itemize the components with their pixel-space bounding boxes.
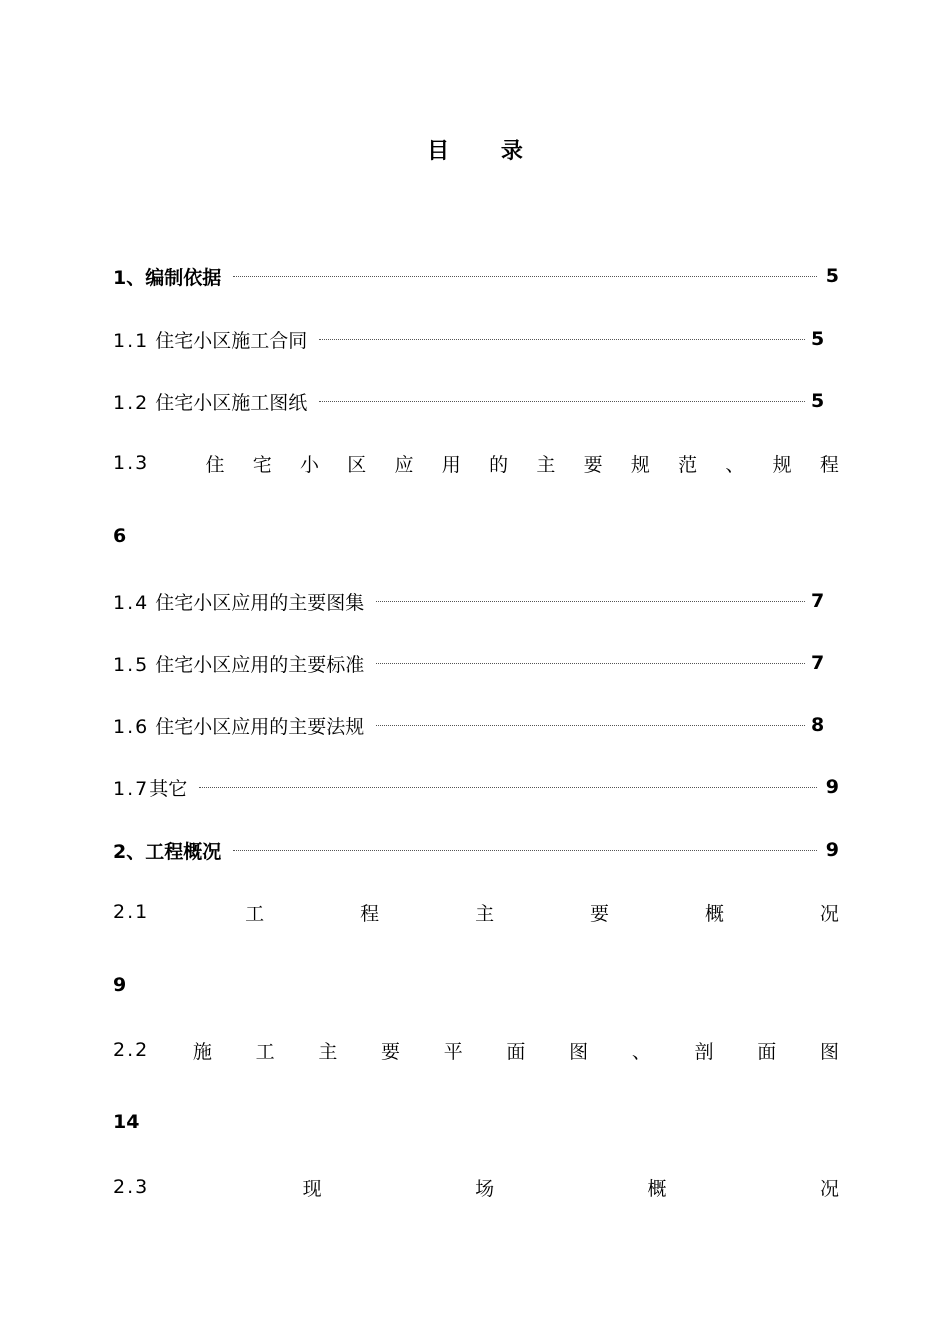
toc-entry-number: 2.1 [113,901,150,923]
toc-entry-char: 要 [583,453,603,476]
toc-page-number: 7 [811,590,825,612]
toc-entry-char: 范 [678,453,698,476]
toc-entry-char: 图 [819,1040,839,1063]
toc-entry-label: 1、编制依据 [113,266,222,289]
toc-page-number: 14 [113,1111,140,1133]
toc-entry-char: 应 [394,453,414,476]
toc-entry-1-5[interactable] [113,648,839,678]
toc-page-number: 5 [825,265,839,287]
toc-entry-label: 1.5 住宅小区应用的主要标准 [113,653,365,676]
toc-entry-1-1[interactable] [113,324,839,354]
toc-entry-char: 概 [647,1177,667,1200]
toc-entry-number: 2.2 [113,1039,150,1061]
toc-entry-char: 面 [757,1040,777,1063]
toc-entry-char: 面 [506,1040,526,1063]
toc-entry-char: 主 [475,902,495,925]
toc-entry-1-6[interactable] [113,710,839,740]
toc-leader-dots [376,663,805,664]
toc-entry-2-3[interactable] [113,1172,839,1202]
toc-entry-1-7[interactable] [113,772,839,802]
toc-entry-char: 的 [489,453,509,476]
toc-entry-char: 工 [245,902,265,925]
toc-entry-1-2[interactable] [113,386,839,416]
toc-entry-label: 1.2 住宅小区施工图纸 [113,391,308,414]
toc-entry-char: 要 [590,902,610,925]
toc-entry-char: 用 [441,453,461,476]
toc-entry-char: 、 [631,1040,651,1063]
toc-entry-char: 主 [536,453,556,476]
toc-title: 目 录 [427,139,545,164]
toc-entry-char: 住 [205,453,225,476]
toc-entry-label: 1.7其它 [113,777,188,800]
toc-entry-2[interactable] [113,835,839,865]
toc-leader-dots [319,401,805,402]
toc-page-number: 9 [113,974,127,996]
toc-entry-char: 况 [819,1177,839,1200]
toc-entry-1[interactable] [113,261,839,291]
toc-leader-dots [233,850,817,851]
toc-entry-1-4[interactable] [113,586,839,616]
toc-entry-char: 区 [347,453,367,476]
toc-entry-char: 况 [819,902,839,925]
toc-entry-char: 图 [569,1040,589,1063]
toc-entry-2-1[interactable] [113,897,839,927]
toc-entry-number: 1.3 [113,452,150,474]
toc-page-number: 9 [825,839,839,861]
toc-entry-label: 1.4 住宅小区应用的主要图集 [113,591,365,614]
toc-entry-2-2[interactable] [113,1035,839,1065]
toc-page-number: 7 [811,652,825,674]
toc-leader-dots [319,339,805,340]
toc-leader-dots [199,787,817,788]
toc-entry-label: 2、工程概况 [113,840,222,863]
toc-entry-char: 平 [443,1040,463,1063]
toc-entry-char: 、 [725,453,745,476]
toc-entry-char: 宅 [252,453,272,476]
toc-entry-char: 要 [381,1040,401,1063]
toc-entry-char: 施 [192,1040,212,1063]
toc-page-number: 5 [811,328,825,350]
toc-entry-char: 程 [360,902,380,925]
toc-entry-char: 现 [302,1177,322,1200]
toc-entry-char: 规 [772,453,792,476]
toc-entry-number: 2.3 [113,1176,150,1198]
toc-entry-label: 1.6 住宅小区应用的主要法规 [113,715,365,738]
toc-leader-dots [376,725,805,726]
toc-entry-char: 主 [318,1040,338,1063]
toc-page-number: 9 [825,776,839,798]
toc-entry-char: 工 [255,1040,275,1063]
toc-entry-1-3[interactable] [113,448,839,478]
toc-page-number: 5 [811,390,825,412]
toc-entry-label: 1.1 住宅小区施工合同 [113,329,308,352]
toc-page-number: 8 [811,714,825,736]
toc-leader-dots [233,276,817,277]
toc-entry-char: 概 [704,902,724,925]
toc-entry-char: 程 [819,453,839,476]
toc-entry-char: 规 [630,453,650,476]
toc-entry-char: 场 [475,1177,495,1200]
toc-page-number: 6 [113,525,127,547]
toc-entry-char: 小 [300,453,320,476]
toc-leader-dots [376,601,805,602]
toc-entry-char: 剖 [694,1040,714,1063]
